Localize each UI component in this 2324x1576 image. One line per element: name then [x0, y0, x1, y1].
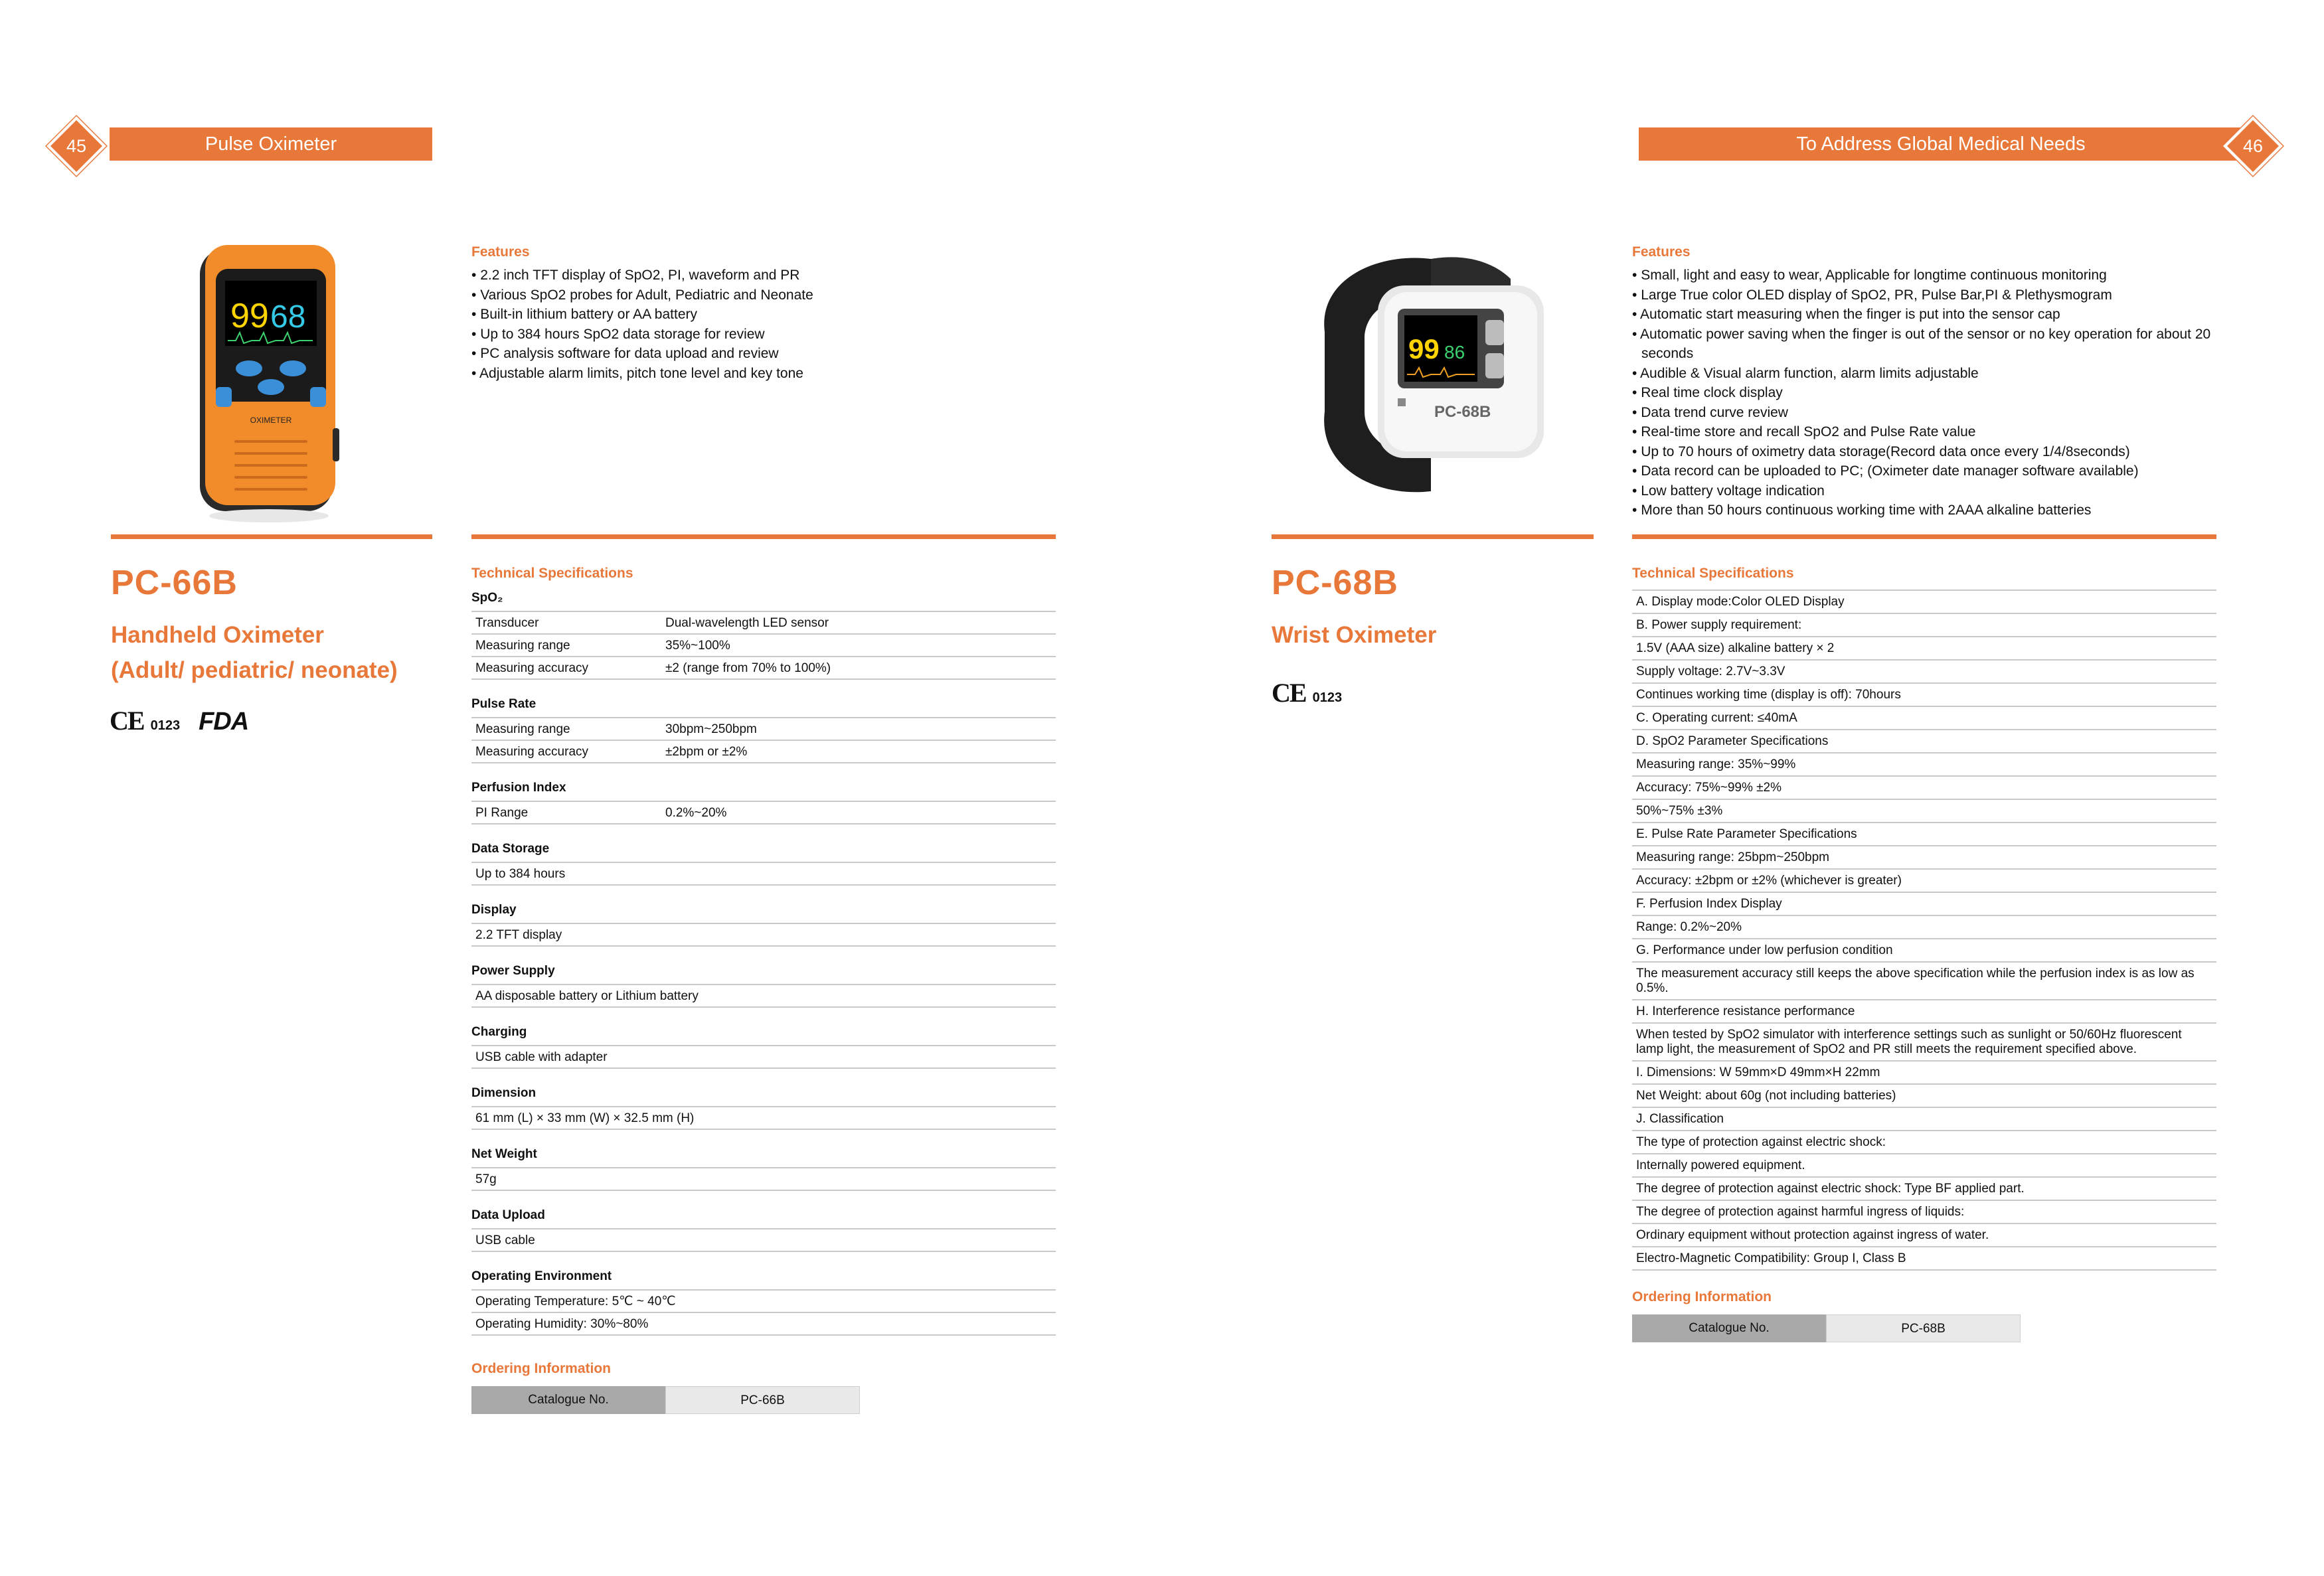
- ordering-table: [471, 1386, 860, 1414]
- catalogue-value: PC-66B: [665, 1386, 860, 1414]
- features-title: Features: [471, 244, 530, 260]
- spec-group: [471, 801, 1056, 825]
- spec-row: I. Dimensions: W 59mm×D 49mm×H 22mm: [1632, 1060, 2216, 1083]
- spec-row: Transducer Dual-wavelength LED sensor: [471, 611, 1056, 633]
- catalogue-label: Catalogue No.: [471, 1386, 665, 1414]
- spec-row: F. Perfusion Index Display: [1632, 892, 2216, 915]
- feature-item: • Small, light and easy to wear, Applicable for longtime continuous monitoring: [1632, 268, 2107, 283]
- spec-row: Measuring range: 25bpm~250bpm: [1632, 845, 2216, 868]
- feature-item: • More than 50 hours continuous working time with 2AAA alkaline batteries: [1632, 503, 2092, 518]
- spec-group: [471, 984, 1056, 1008]
- spec-row: D. SpO2 Parameter Specifications: [1632, 729, 2216, 752]
- spec-group-title: Data Upload: [471, 1208, 545, 1222]
- features-title: Features: [1632, 244, 1691, 260]
- spec-group-title: SpO₂: [471, 591, 503, 605]
- spec-row: Continues working time (display is off): 70hours: [1632, 682, 2216, 706]
- section-header-right: To Address Global Medical Needs: [1639, 127, 2243, 161]
- subtitle-line: Wrist Oximeter: [1272, 622, 1437, 648]
- tech-specs-title: Technical Specifications: [471, 566, 633, 581]
- spec-row: The measurement accuracy still keeps the above specification while the perfusion index is as low as 0.5%.: [1632, 961, 2216, 999]
- spec-row: Supply voltage: 2.7V~3.3V: [1632, 659, 2216, 682]
- spec-group: [471, 611, 1056, 680]
- spec-row: 1.5V (AAA size) alkaline battery × 2: [1632, 636, 2216, 659]
- feature-item: • Large True color OLED display of SpO2, PR, Pulse Bar,PI & Plethysmogram: [1632, 287, 2112, 303]
- spec-row: Accuracy: 75%~99% ±2%: [1632, 775, 2216, 799]
- spec-row: Measuring accuracy ±2 (range from 70% to 100%): [471, 656, 1056, 678]
- spec-group: [471, 1289, 1056, 1336]
- spec-row: PI Range 0.2%~20%: [471, 801, 1056, 823]
- spec-row: Electro-Magnetic Compatibility: Group I, Class B: [1632, 1246, 2216, 1269]
- feature-item: • Built-in lithium battery or AA battery: [471, 307, 697, 322]
- spec-row: Measuring range: 35%~99%: [1632, 752, 2216, 775]
- ce-number: 0123: [1312, 690, 1343, 705]
- tech-specs-title: Technical Specifications: [1632, 566, 1794, 581]
- spec-group: [471, 717, 1056, 763]
- page-number-badge-left: [46, 116, 106, 176]
- catalogue-value: PC-68B: [1826, 1314, 2021, 1342]
- divider-right-col: [1272, 534, 1594, 539]
- feature-item: • Up to 70 hours of oximetry data storage(Record data once every 1/4/8seconds): [1632, 443, 2130, 459]
- feature-item: • Real-time store and recall SpO2 and Pulse Rate value: [1632, 424, 1976, 439]
- spec-row: Operating Temperature: 5℃ ~ 40℃: [471, 1289, 1056, 1312]
- spec-row: AA disposable battery or Lithium battery: [471, 984, 1056, 1006]
- spec-group-title: Power Supply: [471, 964, 555, 978]
- model-name: PC-66B: [111, 564, 238, 602]
- spec-row: H. Interference resistance performance: [1632, 999, 2216, 1022]
- spec-group: [471, 1106, 1056, 1130]
- spec-group-title: Net Weight: [471, 1147, 537, 1161]
- spec-group-title: Dimension: [471, 1086, 537, 1100]
- feature-item: • PC analysis software for data upload and review: [471, 346, 779, 361]
- spec-row: The type of protection against electric shock:: [1632, 1130, 2216, 1153]
- spec-group-title: Display: [471, 903, 517, 917]
- features-list: [1632, 266, 2216, 520]
- spec-row: 57g: [471, 1167, 1056, 1190]
- tech-specs-table: [471, 586, 1056, 1336]
- feature-item: • Data record can be uploaded to PC; (Oximeter date manager software available): [1632, 463, 2139, 479]
- feature-item: • 2.2 inch TFT display of SpO2, PI, waveform and PR: [471, 268, 800, 283]
- spec-row: When tested by SpO2 simulator with interference settings such as sunlight or 50/60Hz fluorescent lamp light, the measurement of SpO2 and PR still meets the requirement specified above.: [1632, 1022, 2216, 1060]
- model-name: PC-68B: [1272, 564, 1398, 602]
- feature-item: • Automatic start measuring when the finger is put into the sensor cap: [1632, 307, 2060, 322]
- page-number: 45: [66, 136, 87, 156]
- spec-group-title: Operating Environment: [471, 1269, 612, 1283]
- feature-item: • Adjustable alarm limits, pitch tone level and key tone: [471, 365, 803, 381]
- page-number-badge-right: [2223, 116, 2283, 176]
- subtitle-line: Handheld Oximeter: [111, 622, 324, 648]
- spec-group: [471, 1228, 1056, 1252]
- pc66b-device-image: [196, 242, 355, 528]
- spec-row: Accuracy: ±2bpm or ±2% (whichever is greater): [1632, 868, 2216, 892]
- spec-group: [471, 862, 1056, 886]
- device-spo2-readout: 99: [1408, 333, 1440, 364]
- fda-logo-icon: FDA: [199, 708, 249, 736]
- pc68b-device-image: [1298, 239, 1577, 505]
- ordering-info-title: Ordering Information: [1632, 1289, 1772, 1304]
- feature-item: • Audible & Visual alarm function, alarm limits adjustable: [1632, 365, 1979, 381]
- spec-row: Up to 384 hours: [471, 862, 1056, 884]
- spec-row: USB cable with adapter: [471, 1045, 1056, 1067]
- spec-row: Ordinary equipment without protection against ingress of water.: [1632, 1223, 2216, 1246]
- spec-row: 50%~75% ±3%: [1632, 799, 2216, 822]
- product-subtitle: [1272, 617, 1436, 653]
- ce-number: 0123: [150, 718, 181, 733]
- spec-row: Net Weight: about 60g (not including batteries): [1632, 1083, 2216, 1107]
- spec-row: J. Classification: [1632, 1107, 2216, 1130]
- spec-row: 2.2 TFT display: [471, 923, 1056, 945]
- device-model-label: PC-68B: [1434, 403, 1491, 421]
- device-spo2-readout: 99: [230, 297, 269, 335]
- spec-row: B. Power supply requirement:: [1632, 613, 2216, 636]
- spec-group: [471, 1045, 1056, 1069]
- spec-row: Internally powered equipment.: [1632, 1153, 2216, 1176]
- section-header-left: Pulse Oximeter: [110, 127, 432, 161]
- spec-row: Range: 0.2%~20%: [1632, 915, 2216, 938]
- certification-marks: [1272, 677, 1342, 708]
- feature-item: • Data trend curve review: [1632, 404, 1788, 420]
- spec-row: The degree of protection against electric shock: Type BF applied part.: [1632, 1176, 2216, 1200]
- feature-item: • Low battery voltage indication: [1632, 483, 1825, 499]
- spec-row: Operating Humidity: 30%~80%: [471, 1312, 1056, 1334]
- spec-row: Measuring range 35%~100%: [471, 633, 1056, 656]
- spec-group-title: Pulse Rate: [471, 697, 537, 711]
- tech-specs-list: [1632, 590, 2216, 1271]
- product-subtitle: [111, 617, 398, 688]
- page-number: 46: [2242, 136, 2264, 156]
- ce-mark-icon: CE: [110, 706, 144, 736]
- features-list: [471, 266, 1056, 383]
- spec-row: Measuring range 30bpm~250bpm: [471, 717, 1056, 740]
- subtitle-line: (Adult/ pediatric/ neonate): [111, 657, 398, 683]
- device-pr-readout: 68: [270, 299, 306, 335]
- spec-row: E. Pulse Rate Parameter Specifications: [1632, 822, 2216, 845]
- ordering-table: [1632, 1314, 2021, 1342]
- feature-item: • Real time clock display: [1632, 385, 1783, 400]
- device-brand-label: OXIMETER: [250, 416, 292, 425]
- catalogue-label: Catalogue No.: [1632, 1314, 1826, 1342]
- spec-group-title: Perfusion Index: [471, 781, 566, 795]
- divider-right-specs: [1632, 534, 2216, 539]
- spec-row: 61 mm (L) × 33 mm (W) × 32.5 mm (H): [471, 1106, 1056, 1129]
- spec-group-title: Data Storage: [471, 842, 550, 856]
- spec-row: A. Display mode:Color OLED Display: [1632, 590, 2216, 613]
- spec-group: [471, 923, 1056, 947]
- divider-left-specs: [471, 534, 1056, 539]
- feature-item: • Up to 384 hours SpO2 data storage for review: [471, 326, 765, 342]
- certification-marks: [110, 705, 248, 736]
- feature-item: • Automatic power saving when the finger is out of the sensor or no key operation for about 20 seconds: [1632, 326, 2211, 361]
- divider-left-col: [111, 534, 432, 539]
- spec-group: [471, 1167, 1056, 1191]
- spec-row: G. Performance under low perfusion condition: [1632, 938, 2216, 961]
- spec-row: Measuring accuracy ±2bpm or ±2%: [471, 740, 1056, 762]
- feature-item: • Various SpO2 probes for Adult, Pediatric and Neonate: [471, 287, 813, 303]
- ce-mark-icon: CE: [1272, 678, 1306, 708]
- ordering-info-title: Ordering Information: [471, 1361, 611, 1376]
- spec-row: C. Operating current: ≤40mA: [1632, 706, 2216, 729]
- spec-group-title: Charging: [471, 1025, 527, 1039]
- device-pr-readout: 86: [1444, 342, 1465, 362]
- spec-row: The degree of protection against harmful ingress of liquids:: [1632, 1200, 2216, 1223]
- spec-row: USB cable: [471, 1228, 1056, 1251]
